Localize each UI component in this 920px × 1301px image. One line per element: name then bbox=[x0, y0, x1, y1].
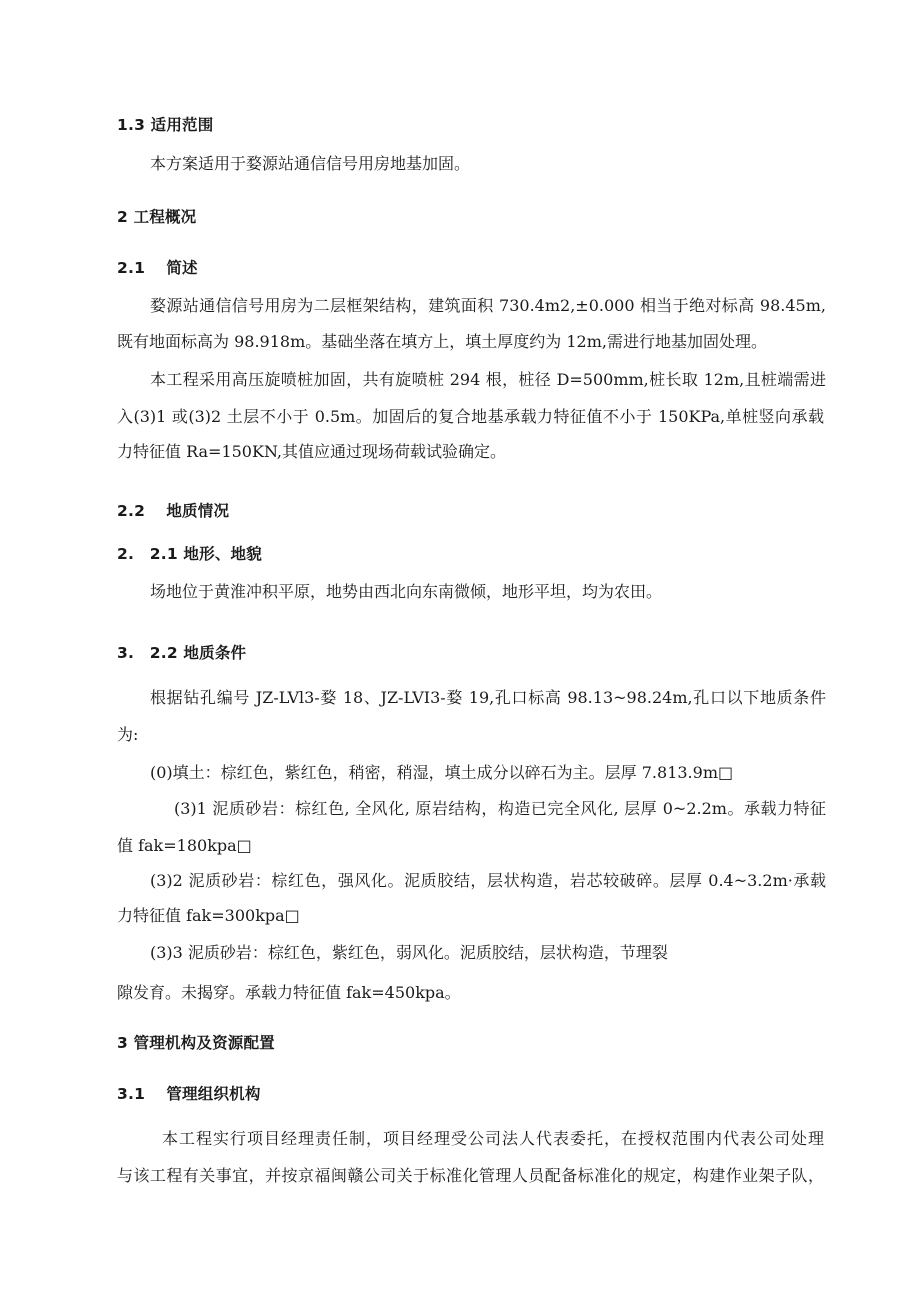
heading-2-2-1: 2. 2.1 地形、地貌 bbox=[117, 545, 262, 563]
heading-2-2-2: 3. 2.2 地质条件 bbox=[117, 644, 247, 662]
paragraph-scope: 本方案适用于婺源站通信信号用房地基加固。 bbox=[150, 154, 471, 173]
paragraph-overview-line: 既有地面标高为 98.918m。基础坐落在填方上，填土厚度约为 12m,需进行地基加固处理。 bbox=[117, 332, 767, 351]
heading-3: 3 管理机构及资源配置 bbox=[117, 1034, 275, 1052]
layer-0-fill: (0)填土：棕红色，紫红色，稍密，稍湿，填土成分以碎石为主。层厚 7.813.9m□ bbox=[150, 763, 734, 782]
heading-2-2: 2.2 地质情况 bbox=[117, 502, 230, 520]
layer-3-2-line: 力特征值 fak=300kpa□ bbox=[117, 906, 300, 925]
paragraph-management-line: 与该工程有关事宜，并按京福闽赣公司关于标准化管理人员配备标准化的规定，构建作业架子队， bbox=[117, 1166, 824, 1185]
paragraph-piles-line: 入(3)1 或(3)2 土层不小于 0.5m。加固后的复合地基承载力特征值不小于 150KPa,单桩竖向承载 bbox=[117, 407, 824, 426]
paragraph-geology-intro-line: 根据钻孔编号 JZ-LVl3-婺 18、JZ-LVI3-婺 19,孔口标高 98.13~98.24m,孔口以下地质条件 bbox=[150, 688, 826, 707]
paragraph-overview-line: 婺源站通信信号用房为二层框架结构，建筑面积 730.4m2,±0.000 相当于绝对标高 98.45m, bbox=[150, 296, 826, 315]
paragraph-piles-line: 本工程采用高压旋喷桩加固，共有旋喷桩 294 根，桩径 D=500mm,桩长取 12m,且桩端需进 bbox=[150, 370, 826, 389]
layer-3-3-line: (3)3 泥质砂岩：棕红色，紫红色，弱风化。泥质胶结，层状构造，节理裂 bbox=[150, 943, 668, 962]
heading-3-1: 3.1 管理组织机构 bbox=[117, 1085, 261, 1103]
paragraph-geology-intro-line: 为: bbox=[117, 725, 139, 744]
paragraph-piles-line: 力特征值 Ra=150KN,其值应通过现场荷载试验确定。 bbox=[117, 442, 507, 461]
heading-1-3: 1.3 适用范围 bbox=[117, 116, 214, 134]
layer-3-1-line: 值 fak=180kpa□ bbox=[117, 836, 252, 855]
layer-3-3-line: 隙发育。未揭穿。承载力特征值 fak=450kpa。 bbox=[117, 983, 461, 1002]
layer-3-1-line: (3)1 泥质砂岩：棕红色, 全风化, 原岩结构，构造已完全风化, 层厚 0~2.2m。承载力特征 bbox=[174, 799, 826, 818]
heading-2: 2 工程概况 bbox=[117, 208, 197, 226]
heading-2-1: 2.1 简述 bbox=[117, 259, 198, 277]
layer-3-2-line: (3)2 泥质砂岩：棕红色，强风化。泥质胶结，层状构造，岩芯较破碎。层厚 0.4~3.2m·承载 bbox=[150, 871, 826, 890]
paragraph-terrain: 场地位于黄淮冲积平原，地势由西北向东南微倾，地形平坦，均为农田。 bbox=[150, 582, 663, 601]
paragraph-management-line: 本工程实行项目经理责任制，项目经理受公司法人代表委托，在授权范围内代表公司处理 bbox=[162, 1129, 824, 1148]
